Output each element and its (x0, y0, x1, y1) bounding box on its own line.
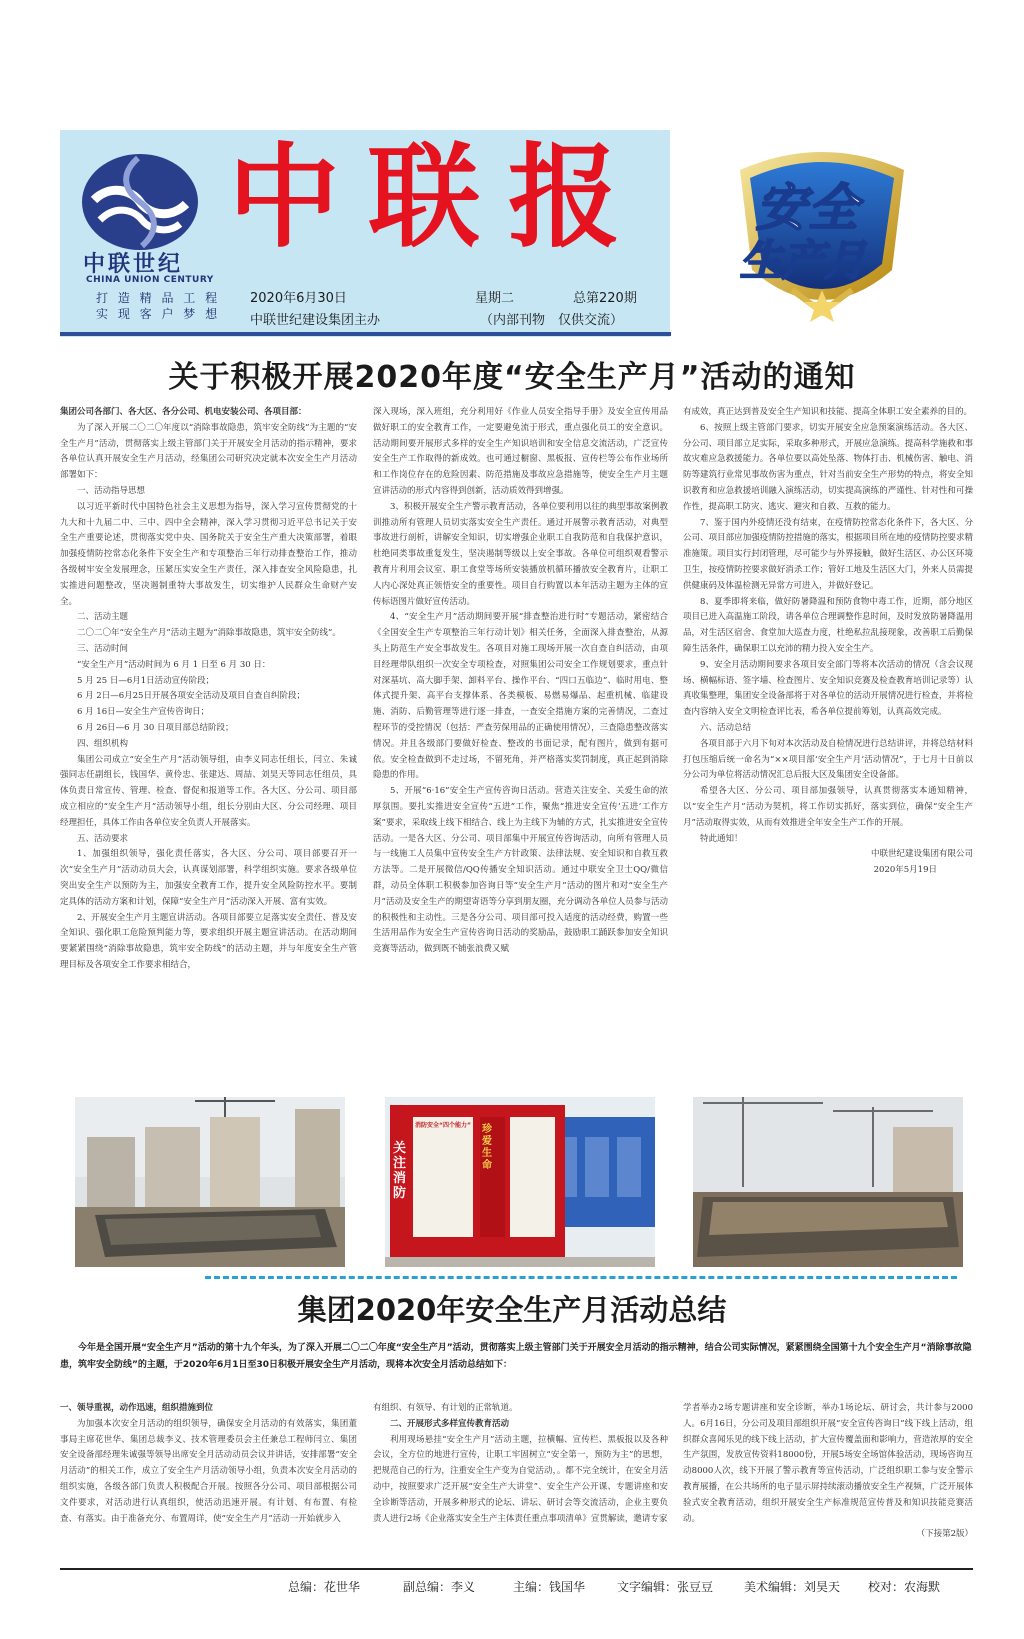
article2-column-2 (373, 1401, 668, 1527)
article1-paragraph: 1、加强组织领导，强化责任落实，各大区、分公司、项目部要召开一次“安全生产月”活动动员大会，认真谋划部署，科学组织实施。要求各级单位突出安全生产以预防为主，加强安全教育工作，提升安全风险防控水平。要制定具体的活动方案和计划，保障“安全生产月”活动深入开展、富有实效。 (60, 849, 357, 907)
article1-section-heading: 六、活动总结 (700, 722, 752, 733)
article1-paragraph: 希望各大区、分公司、项目部加强领导，认真贯彻落实本通知精神，以“安全生产月”活动为契机，将工作切实抓好，落实到位，确保“安全生产月”活动取得实效，从而有效推进全年安全生产工作的开展。 (683, 786, 973, 828)
circulation-note: （内部刊物 仅供交流） (480, 313, 624, 328)
billboard-sign-line-2: 消防 (393, 1170, 407, 1201)
article1-paragraph: 2、开展安全生产月主题宣讲活动。各项目部要立足落实安全责任、普及安全知识、强化职工危险预判能力等，要求组织开展主题宣讲活动。在活动期间要紧紧围绕“消除事故隐患，筑牢安全防线”的活动主题，并与年度安全生产管理目标及各项安全工作要求相结合， (60, 912, 357, 970)
issue-number: 总第220期 (573, 291, 637, 306)
article2-paragraph: 有组织、有领导、有计划的正常轨道。 (373, 1403, 518, 1413)
article1-paragraph: 7、鉴于国内外疫情还没有结束，在疫情防控常态化条件下，各大区、分公司、项目部应加强疫情防控措施的落实，根据项目所在地的疫情防控要求精准施策。项目实行封闭管理，尽可能少与外界接触，做好生活区、办公区环境卫生，按疫情防控要求做好消杀工作；管好工地及生活区大门，外来人员需提供健康码及体温检测无异常方可进入，并做好登记。 (683, 517, 973, 591)
article1-column-3 (683, 405, 973, 879)
article1-paragraph: 8、夏季即将来临，做好防暑降温和预防食物中毒工作，近期，部分地区项目已进入高温施工阶段，请各单位合理调整作息时间，及时发放防暑降温用品，对生活区宿舍、食堂加大巡查力度，杜绝私拉乱接现象，改善职工后勤保障生活条件，确保职工以充沛的精力投入安全生产。 (683, 596, 973, 654)
article1-paragraph: 二〇二〇年“安全生产月”活动主题为“消除事故隐患，筑牢安全防线”。 (77, 628, 341, 639)
issue-weekday: 星期二 (475, 291, 515, 306)
article1-paragraph: 5、开展“6·16”安全生产宣传咨询日活动。营造关注安全、关爱生命的浓厚氛围。要扎实推进安全宣传“五进”工作，聚焦“推进安全宣传‘五进’工作方案”要求，采取线上线下相结合、线上为主线下为辅的方式，扎实推进安全宣传活动。一是各大区、分公司、项目部集中开展宣传咨询活动，向所有管理人员与一线施工人员集中宣传安全生产方针政策、法律法规、安全知识和自救互救方法等。二是开展微信/QQ传播安全知识活动。通过中联安全卫士QQ/微信群，动员全体职工积极参加咨询日等“安全生产月”活动的图片和对“安全生产月”活动及安全生产的期望寄语等分享到朋友圈，充分调动各单位人员参与活动的积极性和主动性。三是各分公司、项目部可投入适度的活动经费，购置一些生活用品作为安全生产宣传咨询日活动的奖励品，鼓励职工踊跃参加安全知识竞赛等活动，做到既不铺张浪费又赋 (373, 786, 668, 955)
footer-rule (60, 1568, 973, 1570)
article1-section-heading: 四、组织机构 (77, 738, 129, 749)
article1-paragraph: 6 月 2日—6月25日开展各项安全活动及项目自查自纠阶段； (77, 691, 305, 702)
badge-text-top: 安全 (756, 179, 860, 237)
article1-paragraph: 6 月 26日—6 月 30 日项目部总结阶段； (77, 722, 234, 733)
photo-construction-site-2 (693, 1097, 963, 1267)
billboard-sign-line-1: 关注 (393, 1141, 407, 1171)
slogan-line-1: 打 造 精 品 工 程 (96, 291, 221, 305)
article1-section-heading: 三、活动时间 (77, 643, 129, 654)
article2-paragraph: 学者举办2场专题讲座和安全诊断，举办1场论坛、研讨会，共计参与2000人。6月16日，分公司及项目部组织开展“安全宣传咨询日”线下线上活动，组织群众喜闻乐见的线下线上活动，扩大宣传覆盖面和影响力，营造浓厚的安全生产氛围，发放宣传资料18000份，开展5场安全场馆体验活动，现场咨询互动8000人次，线下开展了警示教育等宣传活动，广泛组织职工参与安全警示教育展播，在公共场所的电子显示屏持续滚动播放安全生产视频，广泛开展体验式安全教育活动，组织开展安全生产标准规范宣传普及和知识技能竞赛活动。 (683, 1403, 973, 1524)
article1-paragraph: 3、积极开展安全生产警示教育活动，各单位要利用以往的典型事故案例教训推动所有管理人员切实落实安全生产责任。通过开展警示教育活动，对典型事故进行剖析，讲解安全知识，切实增强企业职工自我防范和自我保护意识，杜绝同类事故重复发生，坚决遏制等级以上安全事故。各单位可组织观看警示教育片利用会议室、职工食堂等场所安装播放机循环播放安全教育片，让职工人内心深处真正领悟安全的重要性。项目自行购置以本年活动主题为主体的宣传标语图片做好宣传活动。 (373, 501, 668, 607)
article2-paragraph: 为加强本次安全月活动的组织领导，确保安全月活动的有效落实，集团董事局主席花世华、集团总裁李义、技术管理委员会主任兼总工程师闫立、集团安全设备部经理朱诚强等领导出席安全月活动动员会议并讲话，安排部署“安全月活动”的相关工作，成立了安全生产月活动领导小组，负责本次安全月活动的组织实施，各级各部门负责人积极配合开展。按照各分公司、项目部根据公司文件要求，对活动进行认真组织，使活动迅速开展。有计划、有布置、有检查、有落实。由于准备充分、布置周详，使“安全生产月”活动一开始就步入 (60, 1418, 357, 1524)
slogan-line-2: 实 现 客 户 梦 想 (96, 307, 221, 321)
article1-paragraph: 为了深入开展二〇二〇年度以“消除事故隐患，筑牢安全防线”为主题的“安全生产月”活动，贯彻落实上级主管部门关于开展安全月活动的指示精神，要求各单位认真开展安全生产月活动，经集团公司研究决定就本次安全生产月活动部署如下： (60, 422, 357, 481)
article2-headline: 集团2020年安全生产月活动总结 (297, 1293, 727, 1327)
article1-signature-date: 2020年5月19日 (873, 865, 937, 876)
publisher: 中联世纪建设集团主办 (250, 313, 381, 328)
article1-paragraph: 6 月 16日—安全生产宣传咨询日； (77, 707, 210, 718)
article1-paragraph: 6、按照上级主管部门要求，切实开展安全应急预案演练活动。各大区、分公司、项目部立足实际，采取多种形式，开展应急演练。提高科学施救和事故灾难应急救援能力。各单位要以高处坠落、物体打击、机械伤害、触电、消防等建筑行业常见事故伤害为重点，针对当前安全生产形势的特点，将安全知识教育和应急救援培训融入演练活动，切实提高演练的严谨性、针对性和可操作性，提高职工防灾、逃灾、避灾和自救、互救的能力。 (683, 422, 973, 512)
article2-paragraph: 利用现场悬挂“安全生产月”活动主题，拉横幅、宣传栏、黑板报以及各种会议，全方位的地进行宣传，让职工牢固树立“安全第一，预防为主”的思想，把规范自己的行为，注重安全生产变为自觉活动，。都不完全统计，在安全月活动中，按照要求广泛开展“安全生产大讲堂”、安全生产公开课、专题讲座和安全诊断等活动，开展多种形式的论坛、讲坛、研讨会等交流活动，企业主要负责人进行2场《企业落实安全生产主体责任重点事项清单》宣贯解读，邀请专家 (373, 1434, 668, 1524)
article1-paragraph: 4、“安全生产月”活动期间要开展“排查整治进行时”专题活动，紧密结合《全国安全生产专项整治三年行动计划》相关任务，全面深入排查整治，从源头上防范生产安全事故发生。各项目对施工现场开展一次自查自纠活动，由项目经理带队组织一次安全专项检查，对照集团公司安全工作规划要求，重点针对深基坑、高大脚手架、卸料平台、操作平台、“四口五临边”、临时用电、整体式提升架、高平台支撑体系、各类模板、易燃易爆品、起重机械、临建设施、消防、后勤管理等进行逐一排查，一查安全措施方案的完善情况，二查过程环节的受控情况（包括：严查劳保用品的正确使用情况），三查隐患整改落实情况。并且各级部门要做好检查、整改的书面记录，配有图片，做到有据可依。安全检查做到不走过场，不留死角，并严格落实奖罚制度，真正起到消除隐患的作用。 (373, 612, 668, 781)
section-divider (205, 1276, 957, 1279)
article1-column-2 (373, 405, 668, 958)
newspaper-title: 中联报 (228, 132, 648, 263)
footer-chief-editor: 总编：花世华 (288, 1580, 361, 1594)
footer-deputy-chief: 副总编：李义 (403, 1580, 476, 1594)
article1-paragraph: 9、安全月活动期间要求各项目安全部门等将本次活动的情况（含会议现场、横幅标语、签字墙、检查图片、安全知识竞赛及检查教育培训记录等）认真收集整理，集团安全设备部将于对各单位的活动开展情况进行检查，并将检查内容纳入安全文明检查评比表，希各单位提前筹划，认真高效完成。 (683, 659, 973, 718)
article1-signature-org: 中联世纪建设集团有限公司 (870, 849, 973, 860)
masthead-underline (60, 332, 671, 336)
article1-paragraph: 深入现场，深入班组，充分利用好《作业人员安全指导手册》及安全宣传用品做好职工的安全教育工作，一定要避免流于形式，重点强化员工的安全意识。活动期间要开展形式多样的安全生产知识培训和安全信息交流活动，广泛宣传安全生产工作取得的新成效。也可通过橱窗、黑板报、宣传栏等公布作业场所和工作岗位存在的危险因素、防范措施及事故应急措施等，使安全生产月主题宣讲活动的形式内容得到创新，活动质效得到增强。 (373, 407, 668, 496)
article2-column-1 (60, 1401, 357, 1527)
article1-closing: 特此通知！ (700, 833, 743, 844)
article1-paragraph: 集团公司各部门、各大区、各分公司、机电安装公司、各项目部： (60, 407, 307, 417)
article1-paragraph: 以习近平新时代中国特色社会主义思想为指导，深入学习宣传贯彻党的十九大和十九届二中、三中、四中全会精神，深入学习贯彻习近平总书记关于安全生产重要论述，贯彻落实党中央、国务院关于安全生产重大决策部署，着眼加强疫情防控常态化条件下安全生产和专项整治三年行动排查整治工作，推动各级树牢安全发展理念，压紧压实安全生产责任，深入排查安全风险隐患，扎实推进问题整改，坚决遏制重特大事故发生，切实维护人民群众生命财产安全。 (60, 501, 357, 607)
billboard-poster-title: 消防安全“四个能力” (415, 1122, 471, 1129)
article1-paragraph: “安全生产月”活动时间为 6 月 1 日至 6 月 30 日： (77, 659, 271, 670)
continued-note: （下接第2版） (916, 1529, 973, 1540)
article2-column-3 (683, 1401, 973, 1543)
article1-paragraph: 集团公司成立“安全生产月”活动领导组，由李义同志任组长，闫立、朱诚强同志任副组长，钱国华、黄伶忠、张建达、周喆、刘昊天等同志任组员，具体负责日常宣传、管理、检查、督促和报道等工作。各大区、分公司、项目部成立相应的“安全生产月”活动领导小组，组长分别由大区、分公司经理、项目经理担任，具体工作由各单位安全负责人开展落实。 (60, 754, 357, 828)
badge-text-bottom: 生产月 (740, 236, 867, 285)
billboard-sign-text (393, 1142, 407, 1202)
footer-editor: 主编：钱国华 (513, 1580, 586, 1594)
issue-date: 2020年6月30日 (250, 291, 347, 306)
article1-paragraph: 5 月 25 日—6月1日活动宣传阶段； (77, 675, 215, 686)
billboard-vertical-slogan: 珍爱生命 (482, 1124, 492, 1171)
article1-paragraph: 各项目部于六月下旬对本次活动及自检情况进行总结讲评，并将总结材料打包压缩后统一命名为“××项目部‘安全生产月’活动情况”，于七月十日前以分公司为单位将活动情况汇总后报大区及集团安全设备部。 (683, 738, 973, 781)
article2-intro: 今年是全国开展“安全生产月”活动的第十九个年头，为了深入开展二〇二〇年度“安全生产月”活动，贯彻落实上级主管部门关于开展安全月活动的指示精神，结合公司实际情况，紧紧围绕全国第十九个安全生产月“消除事故隐患，筑牢安全防线”的主题，于2020年6月1日至30日积极开展安全生产月活动，现将本次安全月活动总结如下： (60, 1343, 972, 1371)
logo-company-name-en: CHINA UNION CENTURY (86, 275, 214, 285)
footer-proofreader: 校对：农海默 (868, 1580, 941, 1594)
article1-column-1 (60, 405, 357, 974)
article1-paragraph: 有成效，真正达到普及安全生产知识和技能、提高全体职工安全素养的目的。 (683, 407, 973, 417)
article2-section-heading: 一、领导重视，动作迅速，组织措施到位 (60, 1403, 214, 1413)
article1-section-heading: 一、活动指导思想 (77, 485, 146, 496)
article1-section-heading: 二、活动主题 (77, 612, 129, 623)
article1-section-heading: 五、活动要求 (77, 833, 129, 844)
footer-art-editor: 美术编辑：刘昊天 (744, 1580, 841, 1594)
company-logo-icon (80, 150, 200, 252)
article2-section-heading: 二、开展形式多样宣传教育活动 (390, 1418, 510, 1429)
article1-headline: 关于积极开展2020年度“安全生产月”活动的通知 (168, 360, 856, 395)
footer-text-editor: 文字编辑：张豆豆 (617, 1580, 714, 1594)
photo-construction-site-1 (75, 1097, 345, 1267)
logo-company-name: 中联世纪 (83, 252, 184, 277)
